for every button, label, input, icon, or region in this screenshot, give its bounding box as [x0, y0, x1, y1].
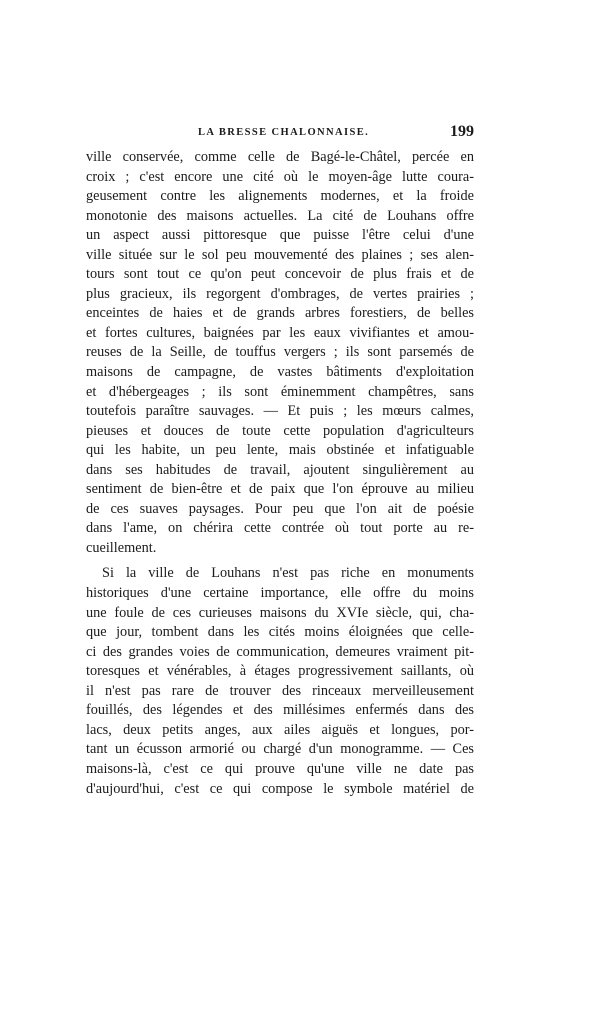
- text-line: Si la ville de Louhans n'est pas riche en monuments: [102, 565, 474, 582]
- text-line: qui les habite, un peu lente, mais obstinée et infatiguable: [86, 442, 474, 459]
- text-line: d'aujourd'hui, c'est ce qui compose le symbole matériel de: [86, 780, 474, 797]
- text-line: dans ses habitudes de travail, ajoutent singulièrement au: [86, 461, 474, 478]
- text-line: sentiment de bien-être et de paix que l'on éprouve au milieu: [86, 481, 474, 498]
- body-text: [86, 148, 474, 799]
- running-title: LA BRESSE CHALONNAISE.: [198, 127, 370, 138]
- text-line: et fortes cultures, baignées par les eaux vivifiantes et amou-: [86, 324, 474, 341]
- text-line: historiques d'une certaine importance, elle offre du moins: [86, 585, 474, 602]
- text-line: reuses de la Seille, de touffus vergers ; ils sont parsemés de: [86, 344, 474, 361]
- text-line: toutefois paraître sauvages. — Et puis ; les mœurs calmes,: [86, 403, 474, 420]
- text-line: il n'est pas rare de trouver des rinceaux merveilleusement: [86, 682, 474, 699]
- text-line: ville située sur le sol peu mouvementé des plaines ; ses alen-: [86, 246, 474, 263]
- text-line: tours sont tout ce qu'on peut concevoir de plus frais et de: [86, 266, 474, 283]
- text-line: cueillement.: [86, 539, 157, 556]
- page-number: 199: [450, 123, 474, 140]
- text-line: lacs, deux petits anges, aux ailes aiguës et longues, por-: [86, 721, 474, 738]
- text-line: maisons-là, c'est ce qui prouve qu'une ville ne date pas: [86, 760, 474, 777]
- paragraph-1: [86, 148, 474, 558]
- text-line: enceintes de haies et de grands arbres forestiers, de belles: [86, 305, 474, 322]
- text-line: croix ; c'est encore une cité où le moyen-âge lutte coura-: [86, 168, 474, 185]
- running-head: [86, 123, 474, 145]
- text-line: et d'hébergeages ; ils sont éminemment champêtres, sans: [86, 383, 474, 400]
- text-line: que jour, tombent dans les cités moins éloignées que celle-: [86, 624, 474, 641]
- text-line: plus gracieux, ils regorgent d'ombrages, de vertes prairies ;: [86, 285, 474, 302]
- text-line: geusement contre les alignements modernes, et la froide: [86, 188, 474, 205]
- paragraph-2: [86, 564, 474, 799]
- text-line: maisons de campagne, de vastes bâtiments d'exploitation: [86, 364, 474, 381]
- text-line: pieuses et douces de toute cette population d'agriculteurs: [86, 422, 474, 439]
- text-line: dans l'ame, on chérira cette contrée où tout porte au re-: [86, 520, 474, 537]
- text-line: de ces suaves paysages. Pour peu que l'on ait de poésie: [86, 500, 474, 517]
- text-line: tant un écusson armorié ou chargé d'un monogramme. — Ces: [86, 741, 474, 758]
- text-line: toresques et vénérables, à étages progressivement saillants, où: [86, 663, 474, 680]
- text-line: une foule de ces curieuses maisons du XVIe siècle, qui, cha-: [86, 604, 474, 621]
- text-line: monotonie des maisons actuelles. La cité de Louhans offre: [86, 207, 474, 224]
- text-line: ville conservée, comme celle de Bagé-le-Châtel, percée en: [86, 149, 474, 165]
- text-line: un aspect aussi pittoresque que puisse l'être celui d'une: [86, 227, 474, 244]
- text-line: fouillés, des légendes et des millésimes enfermés dans des: [86, 702, 474, 719]
- text-line: ci des grandes voies de communication, demeures vraiment pit-: [86, 643, 474, 660]
